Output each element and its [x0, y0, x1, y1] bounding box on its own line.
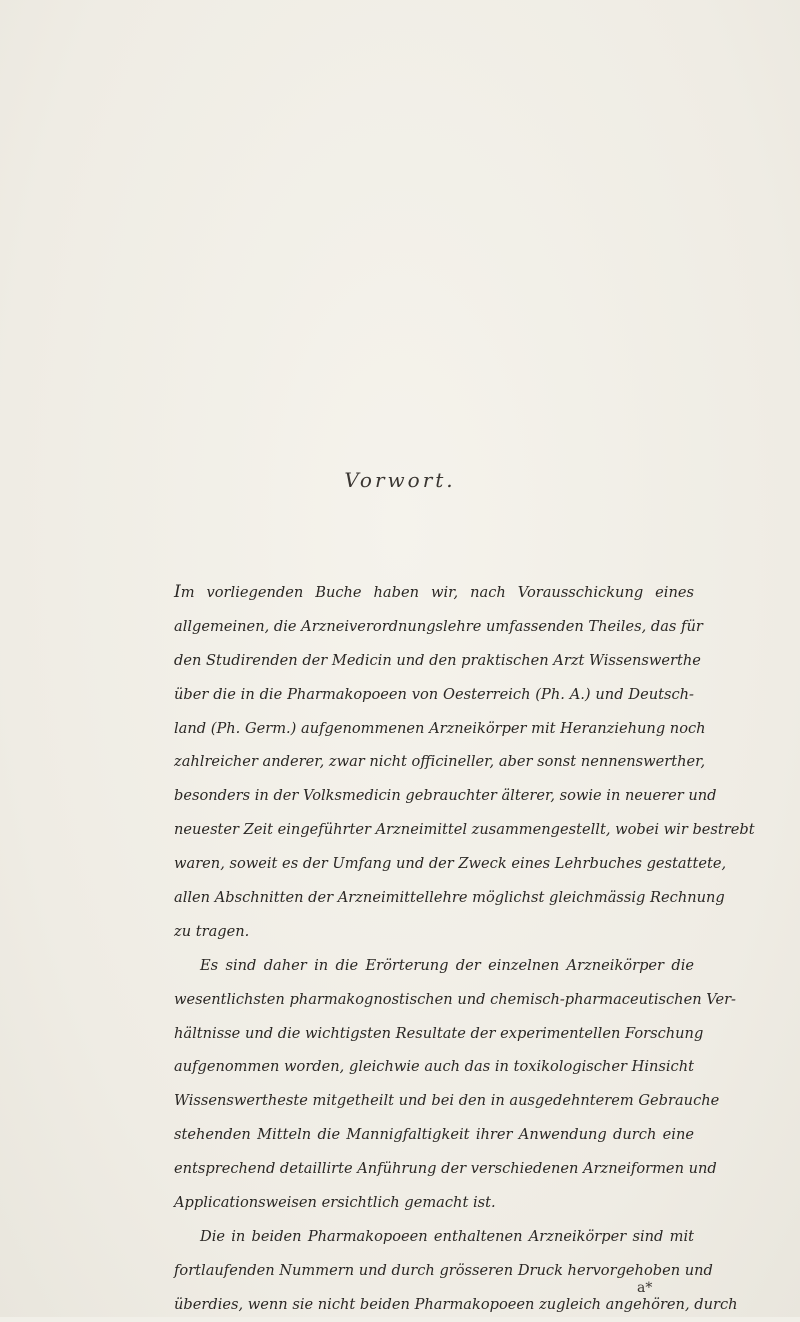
text-line: den Studirenden der Medicin und den praktischen Arzt Wissenswerthe — [174, 651, 701, 669]
text-line: Es sind daher in die Erörterung der einzelnen Arzneikörper die — [200, 956, 694, 974]
text-line: Wissenswertheste mitgetheilt und bei den in ausgedehnterem Gebrauche — [174, 1092, 720, 1110]
signature-mark: a* — [637, 1280, 653, 1296]
text-line: allgemeinen, die Arzneiverordnungslehre umfassenden Theiles, das für — [174, 617, 703, 635]
text-line: fortlaufenden Nummern und durch grösseren Druck hervorgehoben und — [174, 1261, 713, 1279]
text-line: waren, soweit es der Umfang und der Zweck eines Lehrbuches gestattete, — [174, 855, 727, 873]
text-line: über die in die Pharmakopoeen von Oesterreich (Ph. A.) und Deutsch- — [174, 685, 694, 703]
text-line: zahlreicher anderer, zwar nicht officineller, aber sonst nennenswerther, — [174, 753, 706, 771]
text-line: stehenden Mitteln die Mannigfaltigkeit ihrer Anwendung durch eine — [174, 1126, 694, 1144]
text-line: neuester Zeit eingeführter Arzneimittel zusammengestellt, wobei wir bestrebt — [174, 821, 755, 839]
text-line: Im vorliegenden Buche haben wir, nach Vorausschickung eines — [174, 582, 694, 602]
text-line: allen Abschnitten der Arzneimittellehre möglichst gleichmässig Rechnung — [174, 889, 725, 907]
text-line: Die in beiden Pharmakopoeen enthaltenen Arzneikörper sind mit — [200, 1227, 694, 1245]
text-line: aufgenommen worden, gleichwie auch das in toxikologischer Hinsicht — [174, 1058, 694, 1076]
text-line: überdies, wenn sie nicht beiden Pharmakopoeen zugleich angehören, durch — [174, 1295, 738, 1313]
text-line: land (Ph. Germ.) aufgenommenen Arzneikörper mit Heranziehung noch — [174, 719, 706, 737]
text-line: wesentlichsten pharmakognostischen und chemisch-pharmaceutischen Ver- — [174, 990, 736, 1008]
preface-text — [174, 576, 755, 1322]
text-line: entsprechend detaillirte Anführung der verschiedenen Arzneiformen und — [174, 1160, 717, 1178]
text-line: besonders in der Volksmedicin gebrauchter älterer, sowie in neuerer und — [174, 787, 717, 805]
text-line: hältnisse und die wichtigsten Resultate der experimentellen Forschung — [174, 1024, 704, 1042]
text-line: zu tragen. — [174, 922, 250, 940]
page-title: Vorwort. — [344, 468, 456, 492]
text-line: Applicationsweisen ersichtlich gemacht ist. — [174, 1194, 496, 1212]
